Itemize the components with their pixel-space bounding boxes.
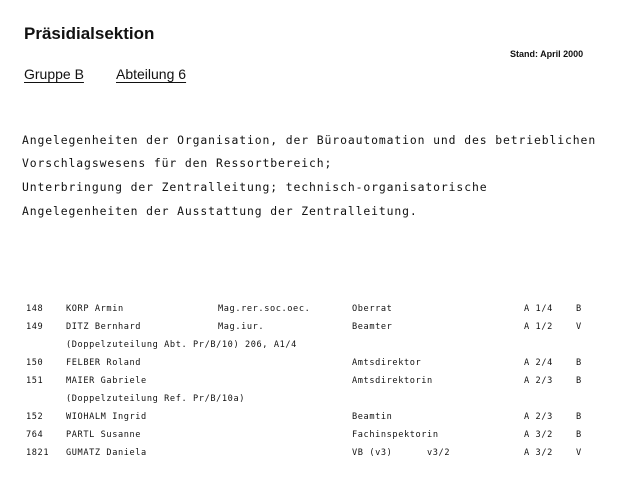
staff-class: B	[576, 358, 582, 368]
staff-position: Beamter	[352, 322, 393, 332]
staff-name: MAIER Gabriele	[66, 376, 147, 386]
description-line-3: Unterbringung der Zentralleitung; technisch-organisatorische	[22, 180, 488, 194]
staff-degree: Mag.iur.	[218, 322, 265, 332]
description-line-4: Angelegenheiten der Ausstattung der Zentralleitung.	[22, 204, 418, 218]
staff-name: FELBER Roland	[66, 358, 142, 368]
staff-name: PARTL Susanne	[66, 430, 142, 440]
staff-grade: A 3/2	[524, 430, 553, 440]
description-line-2: Vorschlagswesens für den Ressortbereich;	[22, 156, 333, 170]
staff-class: B	[576, 430, 582, 440]
staff-note: (Doppelzuteilung Abt. Pr/B/10) 206, A1/4	[66, 340, 297, 350]
staff-row	[0, 448, 644, 462]
staff-extra: v3/2	[427, 448, 451, 458]
staff-note-row	[0, 394, 644, 408]
staff-class: V	[576, 322, 582, 332]
staff-row	[0, 430, 644, 444]
staff-name: KORP Armin	[66, 304, 124, 314]
staff-name: WIOHALM Ingrid	[66, 412, 147, 422]
staff-grade: A 2/3	[524, 376, 553, 386]
staff-position: Amtsdirektor	[352, 358, 422, 368]
staff-class: V	[576, 448, 582, 458]
staff-name: DITZ Bernhard	[66, 322, 142, 332]
abteilung-label: Abteilung 6	[116, 66, 187, 82]
page-title: Präsidialsektion	[24, 24, 155, 43]
staff-position: Amtsdirektorin	[352, 376, 433, 386]
staff-row	[0, 376, 644, 390]
staff-grade: A 1/2	[524, 322, 553, 332]
staff-position: VB (v3)	[352, 448, 393, 458]
gruppe-label: Gruppe B	[24, 66, 84, 82]
staff-nr: 148	[26, 304, 44, 314]
staff-grade: A 2/4	[524, 358, 553, 368]
staff-row	[0, 322, 644, 336]
staff-row	[0, 358, 644, 372]
staff-note: (Doppelzuteilung Ref. Pr/B/10a)	[66, 394, 245, 404]
staff-row	[0, 304, 644, 318]
staff-row	[0, 412, 644, 426]
staff-grade: A 2/3	[524, 412, 553, 422]
staff-nr: 764	[26, 430, 44, 440]
staff-nr: 149	[26, 322, 44, 332]
staff-nr: 152	[26, 412, 44, 422]
staff-class: B	[576, 304, 582, 314]
staff-class: B	[576, 412, 582, 422]
staff-grade: A 3/2	[524, 448, 553, 458]
staff-note-row	[0, 340, 644, 354]
staff-position: Oberrat	[352, 304, 393, 314]
staff-nr: 151	[26, 376, 44, 386]
staff-class: B	[576, 376, 582, 386]
description-line-1: Angelegenheiten der Organisation, der Büroautomation und des betrieblichen	[22, 133, 597, 147]
staff-nr: 150	[26, 358, 44, 368]
stand-date: Stand: April 2000	[510, 49, 584, 59]
staff-nr: 1821	[26, 448, 50, 458]
staff-grade: A 1/4	[524, 304, 553, 314]
staff-degree: Mag.rer.soc.oec.	[218, 304, 311, 314]
staff-position: Fachinspektorin	[352, 430, 439, 440]
staff-position: Beamtin	[352, 412, 393, 422]
staff-name: GUMATZ Daniela	[66, 448, 147, 458]
